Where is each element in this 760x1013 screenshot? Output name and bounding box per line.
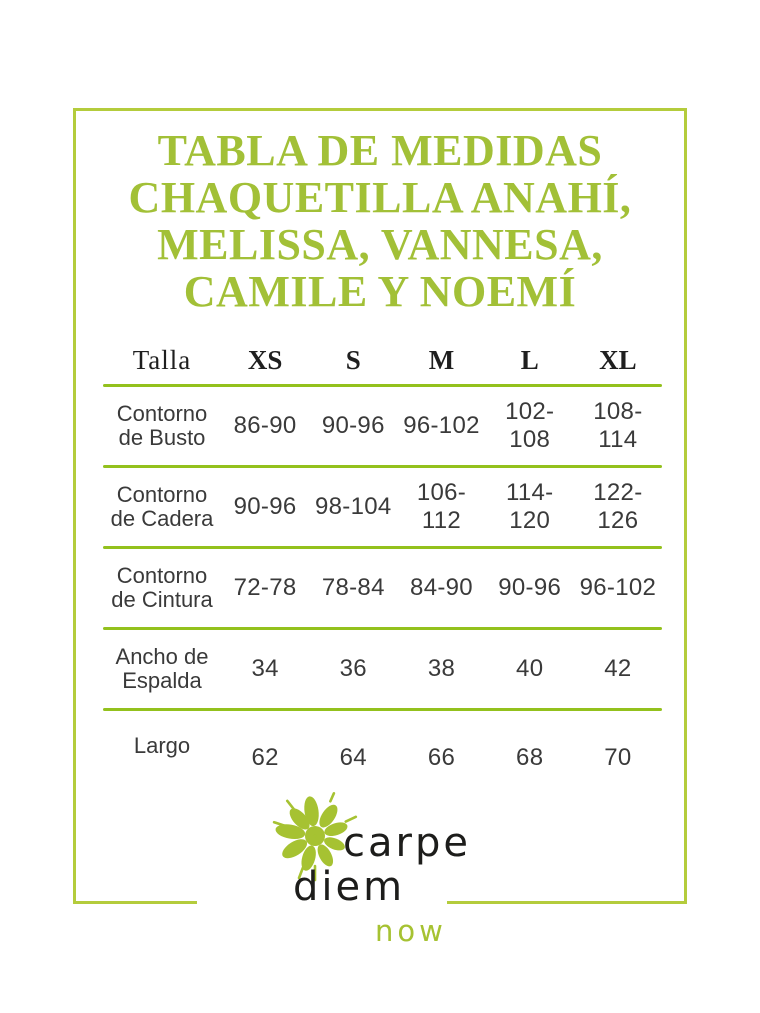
cell-value: 96-102 (403, 412, 480, 439)
title-line-4: CAMILE Y NOEMÍ (183, 267, 577, 316)
cell-value: 62 (251, 744, 279, 771)
header-cell-talla: Talla (132, 344, 192, 375)
title-line-2: CHAQUETILLA ANAHÍ, (128, 173, 632, 222)
cell-value: 34 (251, 655, 279, 682)
cell-value: 38 (427, 655, 456, 682)
cell-value: 40 (516, 655, 544, 682)
logo-word-carpe: carpe (343, 820, 471, 866)
cell-value: 90-96 (498, 574, 562, 601)
size-table (103, 336, 662, 789)
logo-word-diem: diem (293, 864, 406, 910)
cell-value: 106-112 (416, 479, 467, 534)
cell-value: 66 (427, 744, 456, 771)
row-label: Largo (133, 732, 191, 758)
cell-value: 114-120 (505, 479, 554, 534)
table-row-cintura (103, 549, 662, 627)
row-label: Contorno de Cintura (111, 562, 213, 612)
cell-value: 102-108 (505, 398, 555, 453)
table-row-largo (103, 711, 662, 789)
table-header-row (103, 336, 662, 384)
logo-word-now: now (375, 914, 447, 948)
cell-value: 122-126 (593, 479, 643, 534)
title-line-1: TABLA DE MEDIDAS (157, 126, 603, 175)
cell-value: 64 (339, 744, 367, 771)
header-cell-xl: XL (599, 344, 637, 375)
title-line-3: MELISSA, VANNESA, (157, 220, 603, 269)
cell-value: 36 (339, 655, 367, 682)
cell-value: 86-90 (233, 412, 297, 439)
brand-logo (197, 784, 471, 958)
cell-value: 108-114 (593, 398, 643, 453)
table-row-cadera (103, 468, 662, 546)
cell-value: 96-102 (579, 574, 657, 601)
cell-value: 90-96 (321, 412, 385, 439)
cell-value: 72-78 (233, 574, 297, 601)
cell-value: 90-96 (233, 493, 297, 520)
page-title (83, 127, 677, 315)
table-row-busto (103, 387, 662, 465)
row-label: Contorno de Busto (116, 400, 208, 450)
header-cell-xs: XS (247, 344, 283, 375)
header-cell-l: L (520, 344, 539, 375)
row-label: Contorno de Cadera (110, 481, 214, 531)
table-row-espalda (103, 630, 662, 708)
cell-value: 98-104 (315, 493, 392, 520)
cell-value: 70 (604, 744, 632, 771)
cell-value: 42 (604, 655, 632, 682)
cell-value: 68 (516, 744, 544, 771)
header-cell-m: M (428, 344, 455, 375)
cell-value: 84-90 (410, 574, 473, 601)
cell-value: 78-84 (321, 574, 385, 601)
row-label: Ancho de Espalda (115, 643, 209, 693)
header-cell-s: S (345, 344, 361, 375)
